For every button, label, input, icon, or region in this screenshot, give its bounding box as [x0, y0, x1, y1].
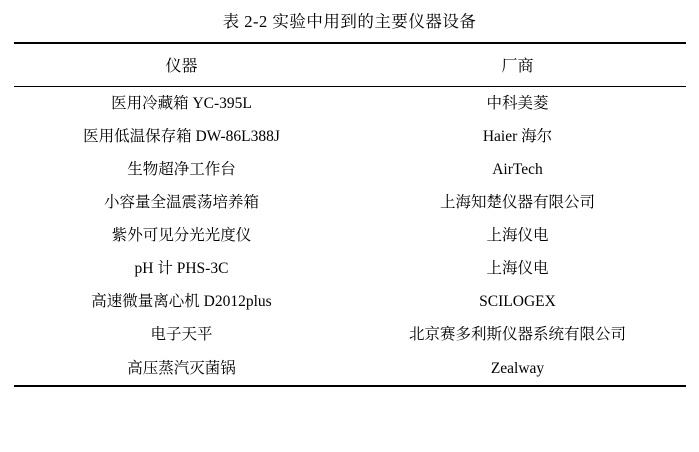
cell-instrument: 紫外可见分光光度仪	[111, 227, 252, 245]
table-body	[14, 87, 686, 387]
cell-instrument: 生物超净工作台	[127, 160, 236, 178]
cell-manufacturer: 中科美菱	[486, 94, 549, 112]
cell-instrument: 高速微量离心机 D2012plus	[91, 293, 272, 311]
column-header-manufacturer: 厂商	[501, 58, 534, 75]
instrument-table	[14, 42, 686, 387]
cell-instrument: pH 计 PHS-3C	[134, 260, 229, 278]
cell-instrument: 高压蒸汽灭菌锅	[127, 359, 236, 377]
table-row	[14, 120, 686, 153]
cell-manufacturer: 上海仪电	[486, 260, 549, 278]
cell-manufacturer: Haier 海尔	[482, 127, 553, 145]
cell-manufacturer: 北京赛多利斯仪器系统有限公司	[408, 326, 626, 344]
table-caption: 表 2-2 实验中用到的主要仪器设备	[222, 12, 477, 31]
cell-instrument: 医用低温保存箱 DW-86L388J	[83, 127, 280, 145]
table-row	[14, 253, 686, 286]
cell-instrument: 医用冷藏箱 YC-395L	[111, 94, 252, 112]
cell-manufacturer: SCILOGEX	[479, 293, 556, 311]
table-header	[14, 43, 686, 87]
table-row	[14, 352, 686, 386]
table-row	[14, 319, 686, 352]
table-row	[14, 87, 686, 121]
cell-instrument: 电子天平	[150, 326, 213, 344]
cell-instrument: 小容量全温震荡培养箱	[103, 193, 259, 211]
table-header-row	[14, 43, 686, 87]
table-row	[14, 153, 686, 186]
table-row	[14, 220, 686, 253]
cell-manufacturer: 上海仪电	[486, 227, 549, 245]
table-row	[14, 286, 686, 319]
cell-manufacturer: 上海知楚仪器有限公司	[439, 193, 595, 211]
column-header-instrument: 仪器	[165, 58, 198, 75]
table-row	[14, 186, 686, 219]
cell-manufacturer: Zealway	[490, 359, 545, 377]
cell-manufacturer: AirTech	[492, 160, 543, 178]
